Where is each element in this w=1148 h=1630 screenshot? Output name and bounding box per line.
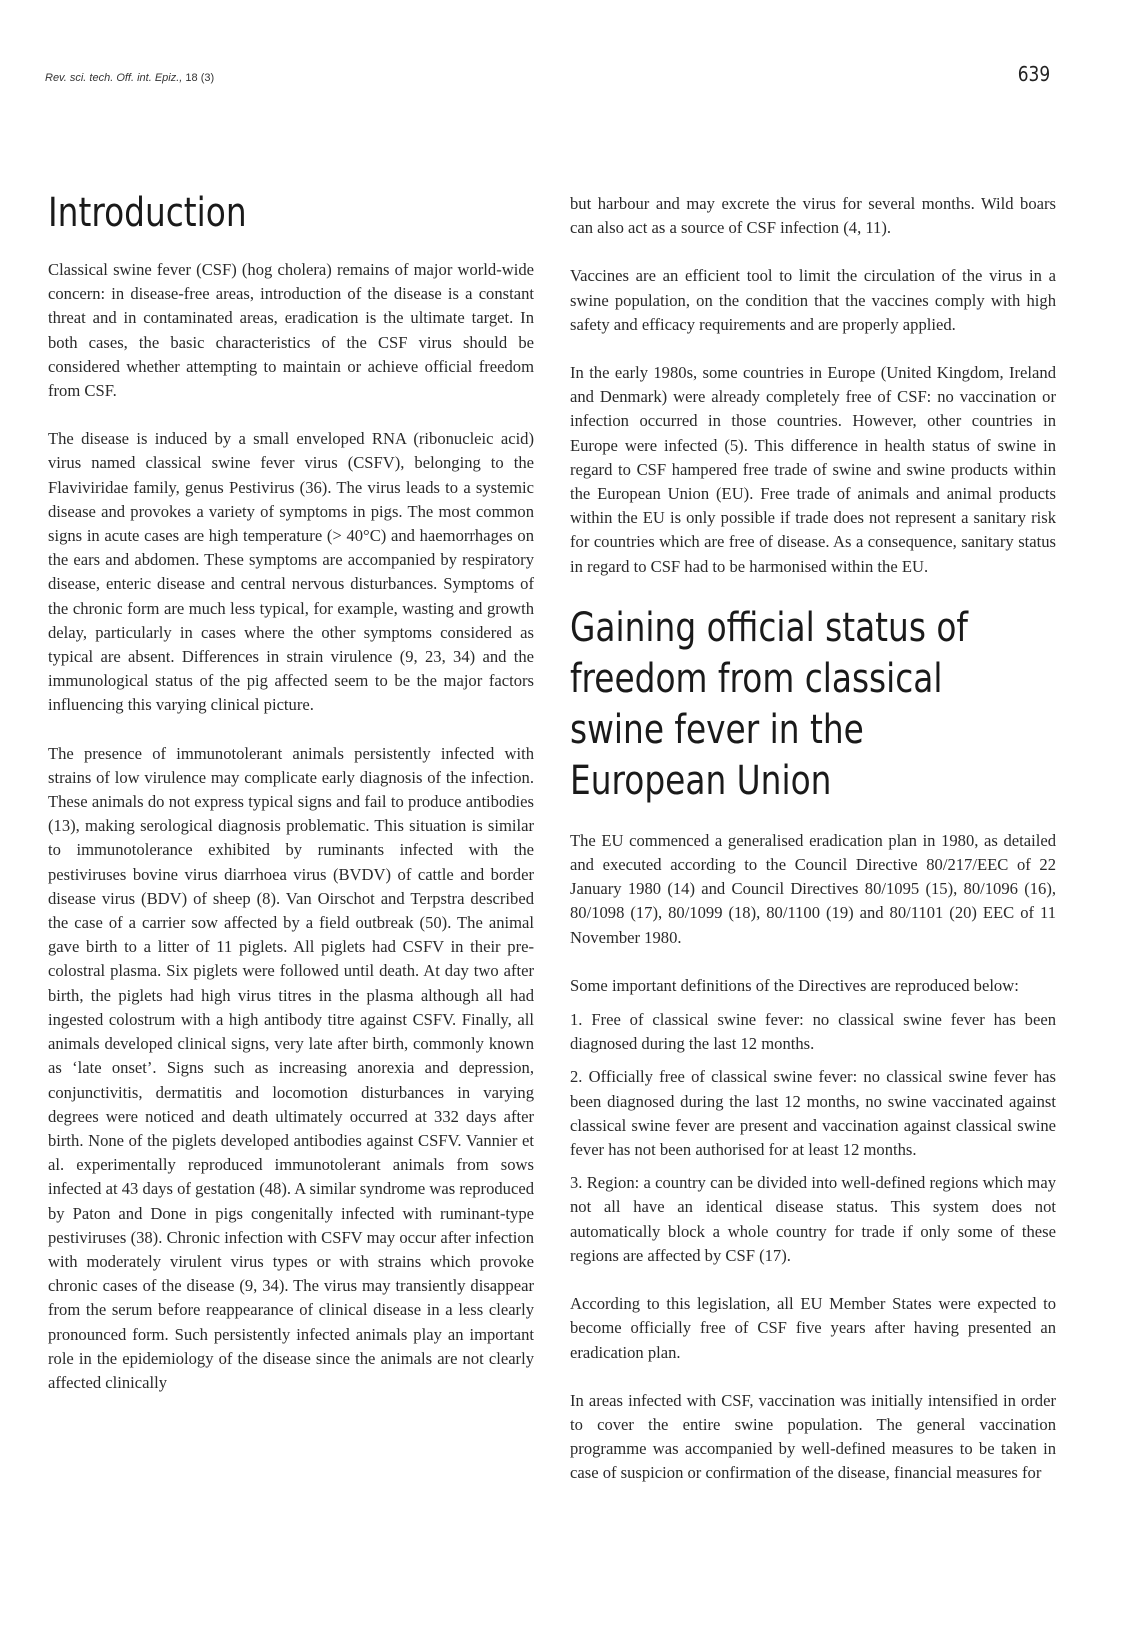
- paragraph: In the early 1980s, some countries in Europe (United Kingdom, Ireland and Denmark) were already completely free of CSF: no vaccination or infection occurred in those countries. However, other countries in Europe were infected (5). This difference in health status of swine in regard to CSF hampered free trade of swine and swine products within the European Union (EU). Free trade of animals and animal products within the EU is only possible if trade does not represent a sanitary risk for countries which are free of disease. As a consequence, sanitary status in regard to CSF had to be harmonised within the EU.: [570, 363, 1056, 576]
- paragraph: According to this legislation, all EU Member States were expected to become officially free of CSF five years after having presented an eradication plan.: [570, 1294, 1056, 1362]
- section-title-gaining-official-status: Gaining official status of freedom from classical swine fever in the European Union: [570, 604, 968, 804]
- paragraph: The EU commenced a generalised eradication plan in 1980, as detailed and executed according to the Council Directive 80/217/EEC of 22 January 1980 (14) and Council Directives 80/1095 (15), 80/1096 (16), 80/1098 (17), 80/1099 (18), 80/1100 (19) and 80/1101 (20) EEC of 11 November 1980.: [570, 830, 1056, 947]
- definition-item: 1. Free of classical swine fever: no classical swine fever has been diagnosed during the last 12 months.: [570, 1010, 1056, 1054]
- paragraph: The presence of immunotolerant animals persistently infected with strains of low virulence may complicate early diagnosis of the infection. These animals do not express typical signs and fail to produce antibodies (13), making serological diagnosis problematic. This situation is similar to immunotolerance exhibited by ruminants infected with the pestiviruses bovine virus diarrhoea virus (BVDV) of cattle and border disease virus (BDV) of sheep (8). Van Oirschot and Terpstra described the case of a carrier sow affected by a field outbreak (50). The animal gave birth to a litter of 11 piglets. All piglets had CSFV in their pre-colostral plasma. Six piglets were followed until death. At day two after birth, the piglets had high virus titres in the plasma although all had ingested colostrum with a high antibody titre against CSFV. Finally, all animals developed clinical signs, very late after birth, commonly known as ‘late onset’. Signs such as increasing anorexia and depression, conjunctivitis, dermatitis and locomotion disturbances in varying degrees were noticed and death ultimately occurred at 332 days after birth. None of the piglets developed antibodies against CSFV. Vannier et al. experimentally reproduced immunotolerant animals from sows infected at 43 days of gestation (48). A similar syndrome was reproduced by Paton and Done in pigs congenitally infected with ruminant-type pestiviruses (38). Chronic infection with CSFV may occur after infection with moderately virulent virus types or with strains which provoke chronic cases of the disease (9, 34). The virus may transiently disappear from the serum before reappearance of clinical disease in a less clearly pronounced form. Such persistently infected animals play an important role in the epidemiology of the disease since the animals are not clearly affected clinically: [48, 743, 534, 1392]
- paragraph: Some important definitions of the Directives are reproduced below:: [570, 975, 1019, 995]
- page-number: 639: [1017, 62, 1050, 86]
- paragraph: In areas infected with CSF, vaccination was initially intensified in order to cover the entire swine population. The general vaccination programme was accompanied by well-defined measures to be taken in case of suspicion or confirmation of the disease, financial measures for: [570, 1390, 1056, 1483]
- paragraph: Classical swine fever (CSF) (hog cholera) remains of major world-wide concern: in disease-free areas, introduction of the disease is a constant threat and in contaminated areas, eradication is the ultimate target. In both cases, the basic characteristics of the CSF virus should be considered whether attempting to maintain or achieve official freedom from CSF.: [48, 260, 534, 401]
- right-column: [570, 192, 1056, 1486]
- paragraph: The disease is induced by a small enveloped RNA (ribonucleic acid) virus named classical swine fever virus (CSFV), belonging to the Flaviviridae family, genus Pestivirus (36). The virus leads to a systemic disease and provokes a variety of symptoms in pigs. The most common signs in acute cases are high temperature (> 40°C) and haemorrhages on the ears and abdomen. These symptoms are accompanied by respiratory disease, enteric disease and central nervous disturbances. Symptoms of the chronic form are much less typical, for example, wasting and growth delay, particularly in cases where the other symptoms considered as typical are absent. Differences in strain virulence (9, 23, 34) and the immunological status of the pig affected seem to be the major factors influencing this varying clinical picture.: [48, 429, 534, 715]
- volume-issue: 18 (3): [185, 72, 215, 84]
- definition-item: 3. Region: a country can be divided into well-defined regions which may not all have an identical disease status. This system does not automatically block a whole country for trade if only some of these regions are affected by CSF (17).: [570, 1173, 1056, 1265]
- page-header: [45, 62, 1050, 92]
- paragraph: Vaccines are an efficient tool to limit the circulation of the virus in a swine population, on the condition that the vaccines comply with high safety and efficacy requirements and are properly applied.: [570, 266, 1056, 334]
- journal-reference: Rev. sci. tech. Off. int. Epiz., 18 (3): [45, 72, 215, 84]
- paragraph: but harbour and may excrete the virus for several months. Wild boars can also act as a source of CSF infection (4, 11).: [570, 194, 1056, 238]
- definition-item: 2. Officially free of classical swine fever: no classical swine fever has been diagnosed during the last 12 months, no swine vaccinated against classical swine fever are present and vaccination against classical swine fever has not been authorised for at least 12 months.: [570, 1067, 1056, 1160]
- section-title-introduction: Introduction: [48, 190, 247, 236]
- left-column: [48, 190, 534, 1395]
